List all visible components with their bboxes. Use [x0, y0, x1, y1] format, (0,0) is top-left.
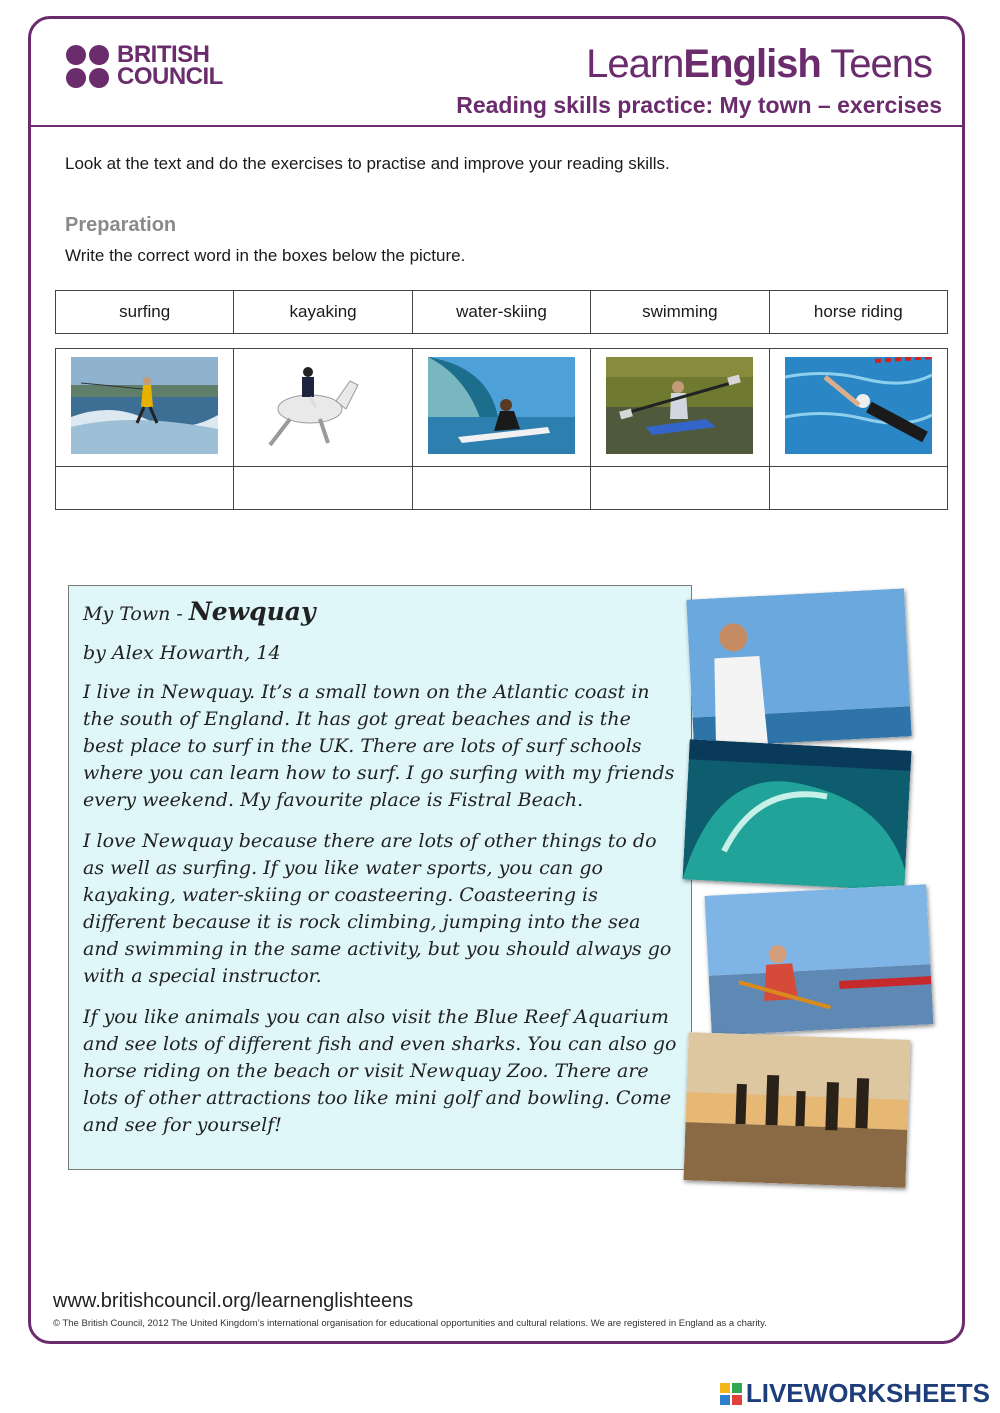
watermark-text: LIVEWORKSHEETS: [745, 1378, 990, 1408]
preparation-heading: Preparation: [65, 214, 177, 236]
surfing-picture: [428, 357, 575, 454]
british-council-logo: [66, 41, 223, 90]
big-wave-photo: [682, 739, 911, 890]
intro-text: Look at the text and do the exercises to practise and improve your reading skills.: [65, 154, 670, 173]
story-paragraph: I live in Newquay. It’s a small town on the Atlantic coast in the south of England. It has got great beaches and is the best place to surf in the UK. There are lots of surf schools where you can learn how to surf. I go surfing with my friends every weekend. My favourite place is Fistral Beach.: [83, 681, 675, 811]
logo-line-1: BRITISH: [117, 41, 210, 68]
answer-box[interactable]: [591, 467, 769, 510]
story-byline: by Alex Howarth, 14: [83, 642, 281, 664]
word-bank-item[interactable]: swimming: [591, 291, 769, 334]
story-paragraph: If you like animals you can also visit the Blue Reef Aquarium and see lots of different fish and even sharks. You can also go horse riding on the beach or visit Newquay Zoo. There are lots of other attractions too like mini golf and bowling. Come and see for yourself!: [83, 1006, 677, 1136]
story-title: My Town - Newquay: [83, 597, 316, 626]
header-divider: [31, 125, 963, 127]
logo-line-2: COUNCIL: [117, 63, 223, 90]
swimming-picture: [785, 357, 932, 454]
learnenglish-teens-logo: LearnEnglish Teens: [586, 42, 932, 86]
man-on-beach-photo: [686, 588, 911, 747]
footer-copyright: © The British Council, 2012 The United Kingdom’s international organisation for educational opportunities and cultural relations. We are registered in England as a charity.: [53, 1318, 767, 1329]
word-bank-table: [55, 290, 948, 334]
picture-match-table: [55, 348, 948, 510]
horse-riding-picture: [250, 357, 397, 454]
page-subtitle: Reading skills practice: My town – exercises: [456, 92, 942, 118]
beach-sunset-photo: [683, 1032, 910, 1188]
word-bank-item[interactable]: water-skiing: [412, 291, 590, 334]
footer-url[interactable]: www.britishcouncil.org/learnenglishteens: [53, 1290, 414, 1312]
logo-dots-icon: [66, 45, 109, 88]
liveworksheets-logo-icon: [720, 1383, 742, 1405]
word-bank-item[interactable]: surfing: [56, 291, 234, 334]
answer-box[interactable]: [412, 467, 590, 510]
answer-box[interactable]: [56, 467, 234, 510]
preparation-instruction: Write the correct word in the boxes below the picture.: [65, 246, 466, 265]
story-paragraph: I love Newquay because there are lots of other things to do as well as surfing. If you like water sports, you can go kayaking, water-skiing or coasteering. Coasteering is different because it is rock climbing, jumping into the sea and swimming in the same activity, but you should always go with a special instructor.: [83, 830, 672, 987]
answer-box[interactable]: [234, 467, 412, 510]
story-text-box: [68, 585, 692, 1170]
water-skiing-picture: [71, 357, 218, 454]
liveworksheets-watermark: [720, 1378, 990, 1409]
kayaking-picture: [606, 357, 753, 454]
answer-box[interactable]: [769, 467, 947, 510]
word-bank-item[interactable]: horse riding: [769, 291, 947, 334]
kayak-couple-photo: [704, 884, 933, 1035]
word-bank-item[interactable]: kayaking: [234, 291, 412, 334]
